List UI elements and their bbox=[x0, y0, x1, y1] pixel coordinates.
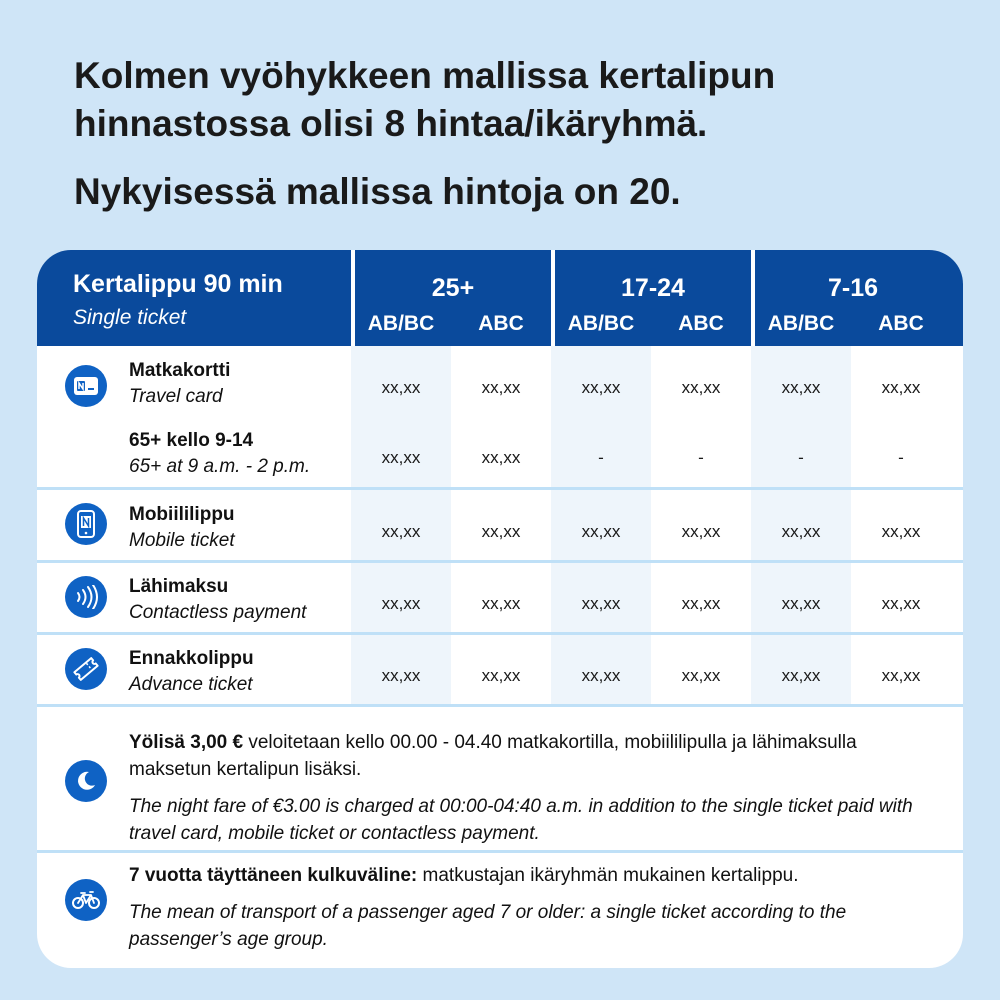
bicycle-note bbox=[129, 862, 929, 953]
row-divider bbox=[37, 487, 963, 490]
zone-column-label: ABC bbox=[878, 312, 924, 335]
night-fare-en: The night fare of €3.00 is charged at 00:00-04:40 a.m. in addition to the single ticket paid with travel card, mobile ticket or contactless payment. bbox=[129, 796, 913, 844]
row-label-contactless: Lähimaksu Contactless payment bbox=[129, 576, 307, 623]
price-cell: xx,xx bbox=[481, 666, 521, 685]
header-title: Kertalippu 90 min bbox=[73, 270, 283, 298]
price-cell: xx,xx bbox=[781, 522, 821, 541]
row-divider bbox=[37, 560, 963, 563]
zone-column-label: ABC bbox=[678, 312, 724, 335]
price-cell: xx,xx bbox=[781, 378, 821, 397]
price-cell: xx,xx bbox=[381, 666, 421, 685]
price-cell: - bbox=[898, 448, 904, 467]
page-title bbox=[74, 52, 954, 148]
price-cell: xx,xx bbox=[381, 522, 421, 541]
price-cell: xx,xx bbox=[381, 594, 421, 613]
row-divider bbox=[37, 850, 963, 853]
price-cell: xx,xx bbox=[381, 448, 421, 467]
row-divider bbox=[37, 632, 963, 635]
zone-column-label: AB/BC bbox=[567, 312, 635, 335]
price-cell: xx,xx bbox=[881, 666, 921, 685]
age-group-label: 25+ bbox=[431, 274, 475, 302]
price-cell: xx,xx bbox=[381, 378, 421, 397]
price-cell: xx,xx bbox=[581, 378, 621, 397]
zone-column-label: AB/BC bbox=[767, 312, 835, 335]
price-cell: xx,xx bbox=[581, 666, 621, 685]
price-cell: xx,xx bbox=[581, 522, 621, 541]
travel-card-icon bbox=[65, 365, 107, 407]
bicycle-en: The mean of transport of a passenger aged 7 or older: a single ticket according to the passenger’s age group. bbox=[129, 902, 847, 950]
row-label-travel-card: Matkakortti Travel card bbox=[129, 360, 231, 407]
price-cell: xx,xx bbox=[681, 522, 721, 541]
price-cell: xx,xx bbox=[481, 378, 521, 397]
ticket-icon bbox=[65, 648, 107, 690]
price-cell: xx,xx bbox=[881, 594, 921, 613]
price-cell: xx,xx bbox=[481, 594, 521, 613]
row-divider bbox=[37, 704, 963, 707]
price-cell: xx,xx bbox=[681, 666, 721, 685]
bicycle-fi: 7 vuotta täyttäneen kulkuväline: matkustajan ikäryhmän mukainen kertalippu. bbox=[129, 865, 799, 886]
price-cell: - bbox=[798, 448, 804, 467]
price-cell: - bbox=[598, 448, 604, 467]
night-fare-note bbox=[129, 729, 929, 847]
price-cell: xx,xx bbox=[881, 522, 921, 541]
price-table-card bbox=[37, 250, 963, 968]
zone-column-label: ABC bbox=[478, 312, 524, 335]
price-cell: xx,xx bbox=[581, 594, 621, 613]
price-cell: xx,xx bbox=[481, 448, 521, 467]
night-fare-fi: Yölisä 3,00 € veloitetaan kello 00.00 - 04.40 matkakortilla, mobiililipulla ja lähimaksulla maksetun kertalipun lisäksi. bbox=[129, 732, 857, 780]
table-header bbox=[37, 250, 963, 346]
contactless-icon bbox=[65, 576, 107, 618]
row-label-mobile-ticket: Mobiililippu Mobile ticket bbox=[129, 504, 235, 551]
row-label-advance-ticket: Ennakkolippu Advance ticket bbox=[129, 648, 254, 695]
title-line-1: Kolmen vyöhykkeen mallissa kertalipun bbox=[74, 55, 776, 96]
price-cell: xx,xx bbox=[781, 594, 821, 613]
price-cell: xx,xx bbox=[881, 378, 921, 397]
moon-icon bbox=[65, 760, 107, 802]
title-line-2: hinnastossa olisi 8 hintaa/ikäryhmä. bbox=[74, 103, 708, 144]
row-label-senior: 65+ kello 9-14 65+ at 9 a.m. - 2 p.m. bbox=[129, 430, 311, 477]
price-cell: xx,xx bbox=[481, 522, 521, 541]
price-cell: xx,xx bbox=[681, 378, 721, 397]
price-cell: - bbox=[698, 448, 704, 467]
age-group-label: 7-16 bbox=[827, 274, 879, 302]
page-subtitle: Nykyisessä mallissa hintoja on 20. bbox=[74, 171, 681, 212]
mobile-phone-icon bbox=[65, 503, 107, 545]
zone-column-label: AB/BC bbox=[367, 312, 435, 335]
header-subtitle: Single ticket bbox=[73, 306, 187, 329]
price-cell: xx,xx bbox=[681, 594, 721, 613]
age-group-label: 17-24 bbox=[621, 274, 685, 302]
bicycle-icon bbox=[65, 879, 107, 921]
price-cell: xx,xx bbox=[781, 666, 821, 685]
